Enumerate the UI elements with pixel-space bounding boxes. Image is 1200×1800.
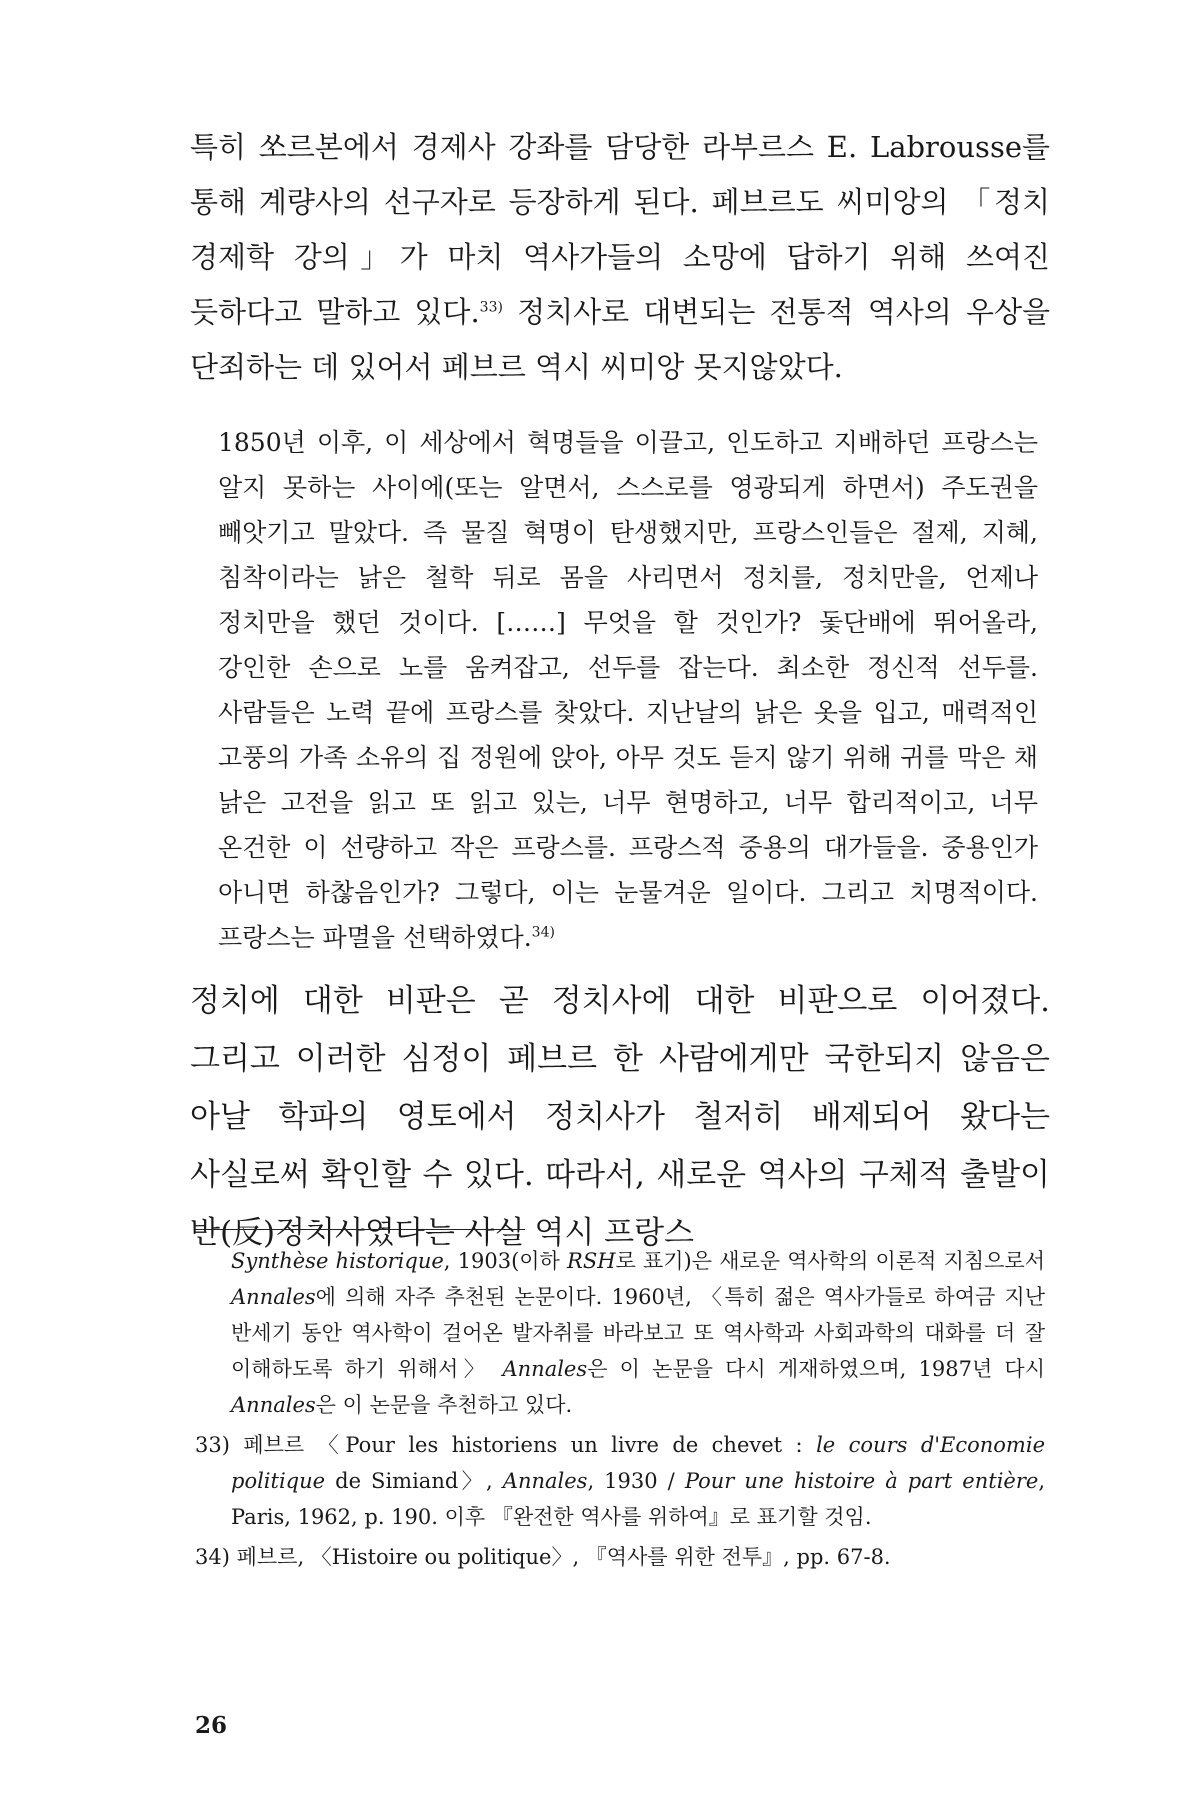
footnote-reference-33: 33) <box>479 299 503 316</box>
block-quote <box>218 420 1038 960</box>
footnote-34 <box>195 1539 1045 1575</box>
footnote-italic-journal: Annales <box>231 1393 316 1417</box>
body-paragraph-2-text: 정치에 대한 비판은 곧 정치사에 대한 비판으로 이어졌다. 그리고 이러한 심정이 페브르 한 사람에게만 국한되지 않음은 아날 학파의 영토에서 정치사가 철저히 배제되어 왔다는 사실로써 확인할 수 있다. 따라서, 새로운 역사의 구체적 출발이 반(反)정치사였다는 사실 역시 프랑스 <box>190 983 1050 1251</box>
footnote-divider <box>195 1229 525 1230</box>
footnote-italic-journal: Annales <box>502 1357 588 1381</box>
footnote-italic-abbrev: RSH <box>567 1249 616 1273</box>
footnote-text: , Paris, 1962, p. 190. 이후 『완전한 역사를 위하여』로 표기할 것임. <box>231 1469 1045 1529</box>
body-paragraph-1-text: 특히 쏘르본에서 경제사 강좌를 담당한 라부르스 E. Labrousse를 통해 계량사의 선구자로 등장하게 된다. 페브르도 씨미앙의 「정치 경제학 강의」가 마치 역사가들의 소망에 답하기 위해 쓰여진 듯하다고 말하고 있다. <box>190 130 1050 329</box>
footnote-text: 34) 페브르, 〈Histoire ou politique〉, 『역사를 위한 전투』, pp. 67-8. <box>195 1545 891 1569</box>
footnote-text: , 1903(이하 <box>443 1249 568 1273</box>
footnote-text: 은 이 논문을 다시 게재하였으며, 1987년 다시 <box>587 1357 1045 1381</box>
footnote-text: 로 표기)은 새로운 역사학의 이론적 지침으로서 <box>615 1249 1045 1273</box>
footnote-33 <box>195 1427 1045 1535</box>
footnote-continued <box>195 1243 1045 1423</box>
footnote-text: , 1930 / <box>587 1469 685 1493</box>
footnote-italic-title: Synthèse historique <box>231 1249 444 1273</box>
page-number: 26 <box>195 1712 228 1739</box>
body-paragraph-1 <box>190 120 1050 395</box>
footnote-text: 은 이 논문을 추천하고 있다. <box>315 1393 573 1417</box>
body-paragraph-1-text-continued: 정치사로 대변되는 전통적 역사의 우상을 단죄하는 데 있어서 페브르 역시 씨미앙 못지않았다. <box>190 295 1050 384</box>
footnote-text: de Simiand〉, <box>325 1469 503 1493</box>
footnote-italic-journal: Annales <box>231 1285 316 1309</box>
footnote-italic-journal: Annales <box>502 1469 588 1493</box>
footnote-text: 33) 페브르 〈Pour les historiens un livre de chevet : <box>195 1433 817 1457</box>
body-paragraph-2 <box>190 972 1050 1262</box>
footnote-reference-34: 34) <box>531 924 555 941</box>
footnote-italic-title: le cours d'Economie politique <box>231 1433 1045 1493</box>
block-quote-text: 1850년 이후, 이 세상에서 혁명들을 이끌고, 인도하고 지배하던 프랑스는 알지 못하는 사이에(또는 알면서, 스스로를 영광되게 하면서) 주도권을 빼앗기고 말았다. 즉 물질 혁명이 탄생했지만, 프랑스인들은 절제, 지혜, 침착이라는 낡은 철학 뒤로 몸을 사리면서 정치를, 정치만을, 언제나 정치만을 했던 것이다. [……] 무엇을 할 것인가? 돛단배에 뛰어올라, 강인한 손으로 노를 움켜잡고, 선두를 잡는다. 최소한 정신적 선두를. 사람들은 노력 끝에 프랑스를 찾았다. 지난날의 낡은 옷을 입고, 매력적인 고풍의 가족 소유의 집 정원에 앉아, 아무 것도 듣지 않기 위해 귀를 막은 채 낡은 고전을 읽고 또 읽고 있는, 너무 현명하고, 너무 합리적이고, 너무 온건한 이 선량하고 작은 프랑스를. 프랑스적 중용의 대가들을. 중용인가 아니면 하찮음인가? 그렇다, 이는 눈물겨운 일이다. 그리고 치명적이다. 프랑스는 파멸을 선택하였다. <box>218 428 1038 952</box>
footnote-italic-title: Pour une histoire à part entière <box>684 1469 1039 1493</box>
footnote-text: 에 의해 자주 추천된 논문이다. 1960년, 〈특히 젊은 역사가들로 하여금 지난 반세기 동안 역사학이 걸어온 발자취를 바라보고 또 역사학과 사회과학의 대화를 더 잘 이해하도록 하기 위해서〉 <box>231 1285 1045 1381</box>
footnotes <box>195 1243 1045 1579</box>
